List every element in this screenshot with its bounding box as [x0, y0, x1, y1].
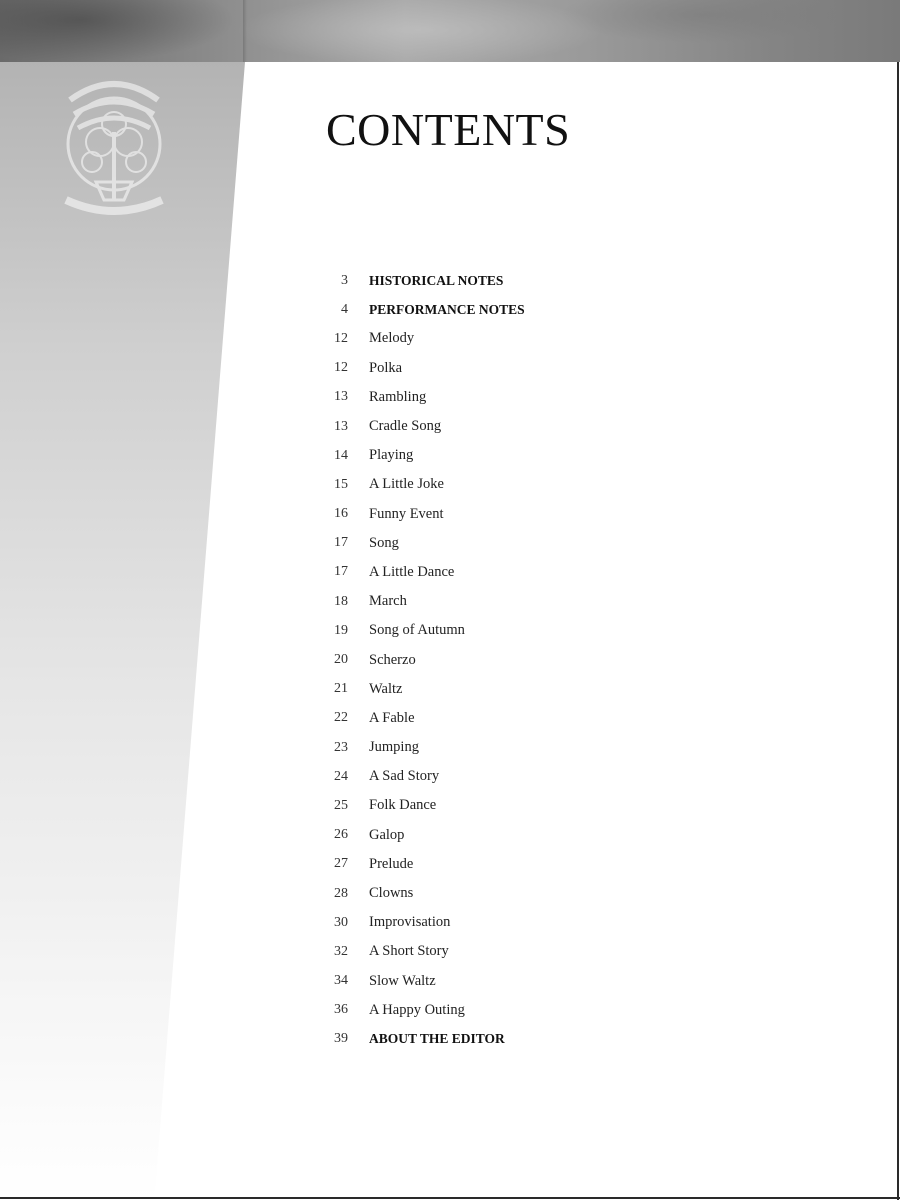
- toc-entry-title: A Happy Outing: [369, 1001, 465, 1018]
- toc-entry-title: Melody: [369, 330, 415, 347]
- toc-entry-title: A Little Joke: [369, 476, 444, 493]
- toc-entry: [318, 879, 778, 908]
- page-border-bottom: [0, 1197, 900, 1199]
- toc-entry: [318, 821, 778, 850]
- toc-page-number: 18: [334, 593, 348, 609]
- toc-page-number: 3: [341, 272, 348, 288]
- toc-entry-title: Polka: [369, 359, 403, 376]
- toc-page-number: 25: [334, 797, 348, 813]
- toc-page-number: 12: [334, 360, 348, 376]
- toc-page-number: 36: [334, 1002, 348, 1018]
- toc-entry: [318, 908, 778, 937]
- toc-entry: [318, 441, 778, 470]
- toc-entry-title: PERFORMANCE NOTES: [369, 301, 525, 317]
- toc-entry-title: Scherzo: [369, 651, 416, 668]
- toc-entry-title: Cradle Song: [369, 418, 442, 435]
- toc-page-number: 22: [334, 710, 348, 726]
- page-title: CONTENTS: [326, 104, 571, 155]
- toc-entry-title: A Short Story: [369, 943, 449, 960]
- toc-entry: [318, 324, 778, 353]
- toc-page-number: 26: [334, 827, 348, 843]
- toc-entry: [318, 587, 778, 616]
- toc-page-number: 12: [334, 330, 348, 346]
- toc-page-number: 34: [334, 973, 348, 989]
- toc-page-number: 14: [334, 447, 348, 463]
- toc-entry: [318, 500, 778, 529]
- toc-page-number: 13: [334, 418, 348, 434]
- toc-entry-title: Waltz: [369, 680, 403, 697]
- toc-entry-title: Jumping: [369, 739, 419, 756]
- toc-page-number: 27: [334, 856, 348, 872]
- toc-entry-title: ABOUT THE EDITOR: [369, 1031, 505, 1047]
- toc-entry-title: Folk Dance: [369, 797, 437, 814]
- toc-entry-title: Funny Event: [369, 505, 444, 522]
- header-band-edge: [243, 0, 247, 62]
- toc-page-number: 28: [334, 885, 348, 901]
- toc-page-number: 39: [334, 1031, 348, 1047]
- toc-page-number: 19: [334, 622, 348, 638]
- toc-page-number: 23: [334, 739, 348, 755]
- toc-entry: [318, 383, 778, 412]
- toc-entry: [318, 645, 778, 674]
- toc-entry-title: A Little Dance: [369, 563, 455, 580]
- toc-page-number: 17: [334, 535, 348, 551]
- toc-entry-title: Song of Autumn: [369, 622, 465, 639]
- toc-entry: [318, 937, 778, 966]
- toc-entry: [318, 529, 778, 558]
- toc-page-number: 30: [334, 914, 348, 930]
- toc-entry: [318, 412, 778, 441]
- toc-entry-title: A Sad Story: [369, 768, 440, 785]
- toc-entry: [318, 791, 778, 820]
- toc-entry: [318, 850, 778, 879]
- toc-entry-title: Improvisation: [369, 914, 451, 931]
- toc-entry-title: Galop: [369, 826, 405, 843]
- toc-entry-title: Prelude: [369, 855, 414, 872]
- toc-page-number: 16: [334, 506, 348, 522]
- toc-page-number: 24: [334, 768, 348, 784]
- toc-entry: [318, 967, 778, 996]
- toc-page-number: 17: [334, 564, 348, 580]
- toc-page-number: 32: [334, 943, 348, 959]
- toc-entry-title: A Fable: [369, 709, 415, 726]
- toc-entry-title: Clowns: [369, 885, 414, 902]
- toc-page-number: 13: [334, 389, 348, 405]
- toc-entry: [318, 675, 778, 704]
- toc-entry: [318, 266, 778, 295]
- toc-entry: [318, 616, 778, 645]
- table-of-contents: [318, 266, 778, 1054]
- toc-entry-title: Slow Waltz: [369, 972, 436, 989]
- toc-entry: [318, 354, 778, 383]
- music-publisher-seal-icon: [52, 72, 176, 232]
- toc-entry: [318, 295, 778, 324]
- toc-entry-title: HISTORICAL NOTES: [369, 272, 504, 288]
- toc-page-number: 21: [334, 681, 348, 697]
- toc-entry: [318, 996, 778, 1025]
- toc-entry: [318, 733, 778, 762]
- toc-page-number: 15: [334, 476, 348, 492]
- toc-entry-title: Playing: [369, 447, 414, 464]
- header-band: [0, 0, 900, 62]
- toc-entry-title: March: [369, 593, 407, 610]
- toc-entry-title: Song: [369, 534, 399, 551]
- toc-entry-title: Rambling: [369, 388, 427, 405]
- side-gradient-panel: [0, 62, 245, 1200]
- toc-page-number: 4: [341, 301, 348, 317]
- toc-entry: [318, 558, 778, 587]
- toc-entry: [318, 704, 778, 733]
- toc-entry: [318, 762, 778, 791]
- toc-page-number: 20: [334, 652, 348, 668]
- page-border-right: [897, 62, 899, 1200]
- toc-entry: [318, 470, 778, 499]
- toc-entry: [318, 1025, 778, 1054]
